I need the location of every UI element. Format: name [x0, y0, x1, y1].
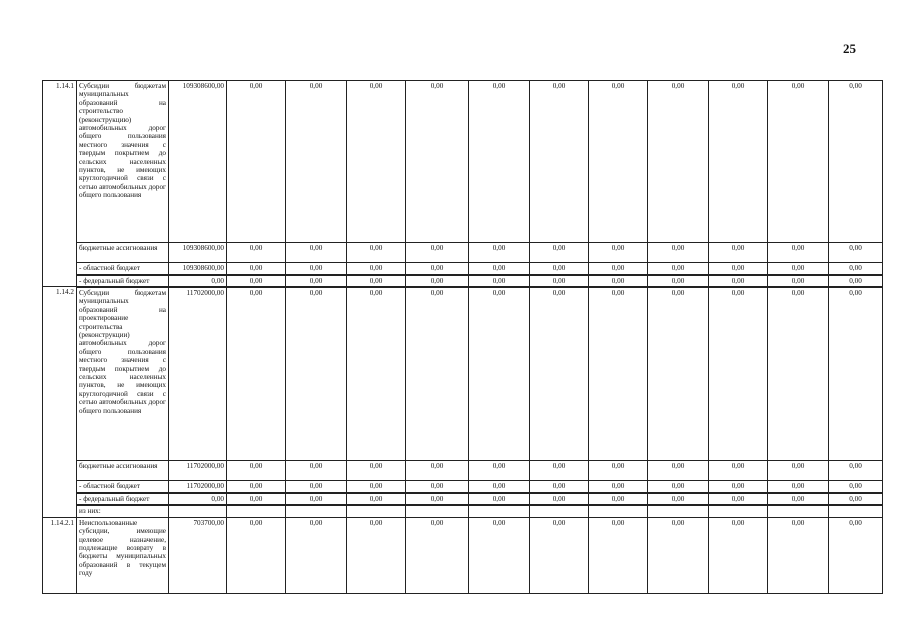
row-description: - областной бюджет — [77, 481, 169, 493]
row-value: 0,00 — [469, 517, 530, 593]
row-value: 0,00 — [469, 263, 530, 275]
row-value: 0,00 — [347, 481, 406, 493]
row-value: 0,00 — [227, 243, 286, 263]
row-value: 0,00 — [589, 81, 648, 243]
row-value: 0,00 — [406, 275, 469, 287]
row-value: 0,00 — [347, 275, 406, 287]
row-value: 0,00 — [530, 493, 589, 505]
row-value: 0,00 — [829, 493, 883, 505]
row-value: 0,00 — [227, 517, 286, 593]
row-description: бюджетные ассигнования — [77, 243, 169, 263]
row-value: 0,00 — [406, 81, 469, 243]
row-value: 0,00 — [347, 461, 406, 481]
row-value: 0,00 — [648, 461, 709, 481]
row-description: Неиспользованные субсидии, имеющие целевое назначение, подлежащие возврату в бюджеты муниципальных образований в текущем году — [77, 517, 169, 593]
row-value: 0,00 — [648, 481, 709, 493]
row-value: 0,00 — [829, 263, 883, 275]
row-value: 0,00 — [286, 493, 347, 505]
row-total: 703700,00 — [169, 517, 227, 593]
row-value: 0,00 — [709, 243, 768, 263]
row-value: 0,00 — [648, 517, 709, 593]
row-value: 0,00 — [227, 461, 286, 481]
row-value: 0,00 — [469, 461, 530, 481]
row-value — [530, 505, 589, 517]
row-value: 0,00 — [347, 263, 406, 275]
row-value: 0,00 — [768, 493, 829, 505]
row-total: 11702000,00 — [169, 481, 227, 493]
row-value: 0,00 — [589, 493, 648, 505]
row-value: 0,00 — [469, 81, 530, 243]
row-value: 0,00 — [709, 81, 768, 243]
row-total: 11702000,00 — [169, 287, 227, 461]
row-value: 0,00 — [286, 81, 347, 243]
row-value: 0,00 — [406, 493, 469, 505]
row-value: 0,00 — [829, 517, 883, 593]
row-value: 0,00 — [829, 81, 883, 243]
row-value: 0,00 — [829, 275, 883, 287]
row-total: 109308600,00 — [169, 81, 227, 243]
row-value — [469, 505, 530, 517]
row-description: - федеральный бюджет — [77, 493, 169, 505]
row-value — [709, 505, 768, 517]
row-value: 0,00 — [829, 461, 883, 481]
row-value — [648, 505, 709, 517]
row-total: 109308600,00 — [169, 263, 227, 275]
row-value: 0,00 — [406, 517, 469, 593]
row-value: 0,00 — [709, 517, 768, 593]
row-value: 0,00 — [227, 287, 286, 461]
row-code: 1.14.2.1 — [43, 517, 77, 593]
row-value: 0,00 — [347, 287, 406, 461]
row-description: Субсидии бюджетам муниципальных образований на строительство (реконструкцию) автомобильных дорог общего пользования местного значения с твердым покрытием до сельских населенных пунктов, не имеющих круглогодичной связи с сетью автомобильных дорог общего пользования — [77, 81, 169, 243]
row-value: 0,00 — [347, 493, 406, 505]
row-description: - федеральный бюджет — [77, 275, 169, 287]
row-total — [169, 505, 227, 517]
row-total: 0,00 — [169, 275, 227, 287]
row-value: 0,00 — [286, 461, 347, 481]
row-value: 0,00 — [347, 517, 406, 593]
row-value: 0,00 — [347, 243, 406, 263]
row-total: 0,00 — [169, 493, 227, 505]
row-value: 0,00 — [530, 287, 589, 461]
row-value: 0,00 — [469, 287, 530, 461]
row-value: 0,00 — [530, 461, 589, 481]
row-value: 0,00 — [406, 263, 469, 275]
row-value: 0,00 — [530, 517, 589, 593]
row-value: 0,00 — [530, 81, 589, 243]
row-value: 0,00 — [829, 481, 883, 493]
row-value: 0,00 — [648, 287, 709, 461]
page-number: 25 — [843, 41, 856, 56]
table-row — [43, 275, 883, 287]
row-value: 0,00 — [589, 243, 648, 263]
table-row — [43, 263, 883, 275]
row-value: 0,00 — [829, 287, 883, 461]
row-value: 0,00 — [227, 493, 286, 505]
row-value: 0,00 — [469, 243, 530, 263]
row-value: 0,00 — [768, 287, 829, 461]
row-value — [406, 505, 469, 517]
row-value: 0,00 — [648, 81, 709, 243]
table-row — [43, 81, 883, 243]
row-value: 0,00 — [709, 275, 768, 287]
row-value: 0,00 — [709, 287, 768, 461]
row-code: 1.14.1 — [43, 81, 77, 287]
row-value: 0,00 — [829, 243, 883, 263]
row-value: 0,00 — [709, 481, 768, 493]
row-description: - областной бюджет — [77, 263, 169, 275]
table-row — [43, 493, 883, 505]
row-value: 0,00 — [648, 275, 709, 287]
table-row — [43, 461, 883, 481]
row-value: 0,00 — [286, 275, 347, 287]
row-value: 0,00 — [648, 493, 709, 505]
row-description: Субсидии бюджетам муниципальных образований на проектирование строительства (реконструкции) автомобильных дорог общего пользования местного значения с твердым покрытием до сельских населенных пунктов, не имеющих круглогодичной связи с сетью автомобильных дорог общего пользования — [77, 287, 169, 461]
row-value: 0,00 — [589, 481, 648, 493]
row-value — [768, 505, 829, 517]
row-total: 11702000,00 — [169, 461, 227, 481]
row-value: 0,00 — [227, 481, 286, 493]
row-value: 0,00 — [530, 243, 589, 263]
row-value: 0,00 — [286, 243, 347, 263]
budget-table — [42, 80, 883, 594]
row-value — [347, 505, 406, 517]
row-code: 1.14.2 — [43, 287, 77, 517]
row-value: 0,00 — [530, 263, 589, 275]
row-value: 0,00 — [589, 263, 648, 275]
row-value: 0,00 — [286, 517, 347, 593]
row-value: 0,00 — [589, 275, 648, 287]
table-row — [43, 481, 883, 493]
row-value: 0,00 — [406, 481, 469, 493]
row-value — [227, 505, 286, 517]
row-value: 0,00 — [648, 243, 709, 263]
row-value: 0,00 — [589, 287, 648, 461]
budget-table-body — [43, 81, 883, 594]
row-value: 0,00 — [286, 481, 347, 493]
row-description: бюджетные ассигнования — [77, 461, 169, 481]
row-value: 0,00 — [768, 481, 829, 493]
table-row — [43, 517, 883, 593]
row-total: 109308600,00 — [169, 243, 227, 263]
row-value — [286, 505, 347, 517]
row-value: 0,00 — [286, 287, 347, 461]
row-value: 0,00 — [768, 517, 829, 593]
row-value: 0,00 — [768, 263, 829, 275]
row-value: 0,00 — [406, 243, 469, 263]
table-row — [43, 243, 883, 263]
row-value: 0,00 — [227, 275, 286, 287]
row-value: 0,00 — [768, 81, 829, 243]
row-value: 0,00 — [469, 275, 530, 287]
row-value: 0,00 — [709, 461, 768, 481]
row-value: 0,00 — [589, 461, 648, 481]
row-value: 0,00 — [530, 275, 589, 287]
row-value: 0,00 — [227, 263, 286, 275]
row-value: 0,00 — [709, 263, 768, 275]
row-value — [589, 505, 648, 517]
row-value: 0,00 — [648, 263, 709, 275]
table-row — [43, 505, 883, 517]
row-value: 0,00 — [530, 481, 589, 493]
row-description: из них: — [77, 505, 169, 517]
row-value: 0,00 — [406, 287, 469, 461]
row-value: 0,00 — [227, 81, 286, 243]
row-value: 0,00 — [589, 517, 648, 593]
row-value: 0,00 — [709, 493, 768, 505]
row-value: 0,00 — [768, 275, 829, 287]
row-value: 0,00 — [768, 243, 829, 263]
row-value: 0,00 — [469, 481, 530, 493]
table-row — [43, 287, 883, 461]
row-value: 0,00 — [347, 81, 406, 243]
row-value: 0,00 — [768, 461, 829, 481]
row-value: 0,00 — [406, 461, 469, 481]
row-value: 0,00 — [286, 263, 347, 275]
row-value — [829, 505, 883, 517]
row-value: 0,00 — [469, 493, 530, 505]
